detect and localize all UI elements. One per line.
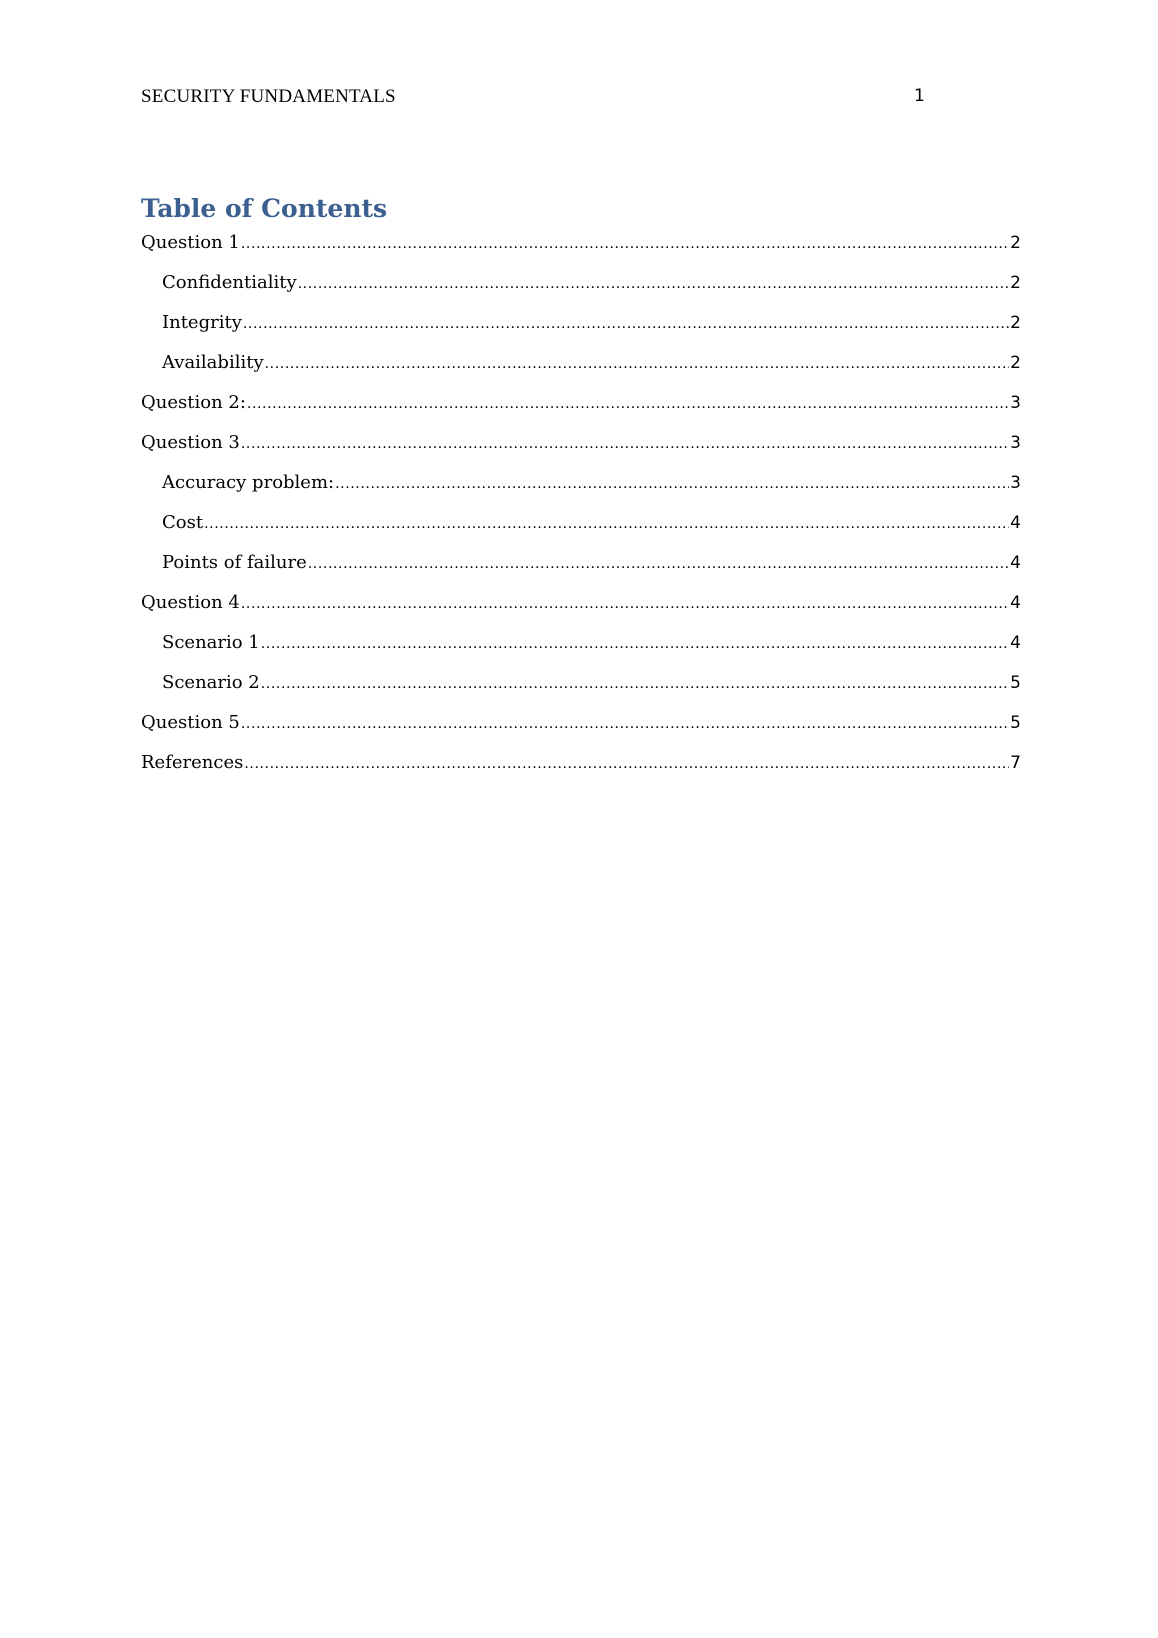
toc-entry-page: 2 bbox=[1010, 353, 1021, 373]
toc-entry-label: Question 1 bbox=[141, 232, 240, 253]
toc-entry-label: Cost bbox=[162, 512, 204, 533]
toc-dot-leader bbox=[204, 516, 1009, 532]
toc-entry-page: 5 bbox=[1010, 713, 1021, 733]
toc-entry-label: Scenario 1 bbox=[162, 632, 260, 653]
toc-dot-leader bbox=[241, 716, 1009, 732]
toc-entry-page: 5 bbox=[1010, 673, 1021, 693]
toc-entry-label: Points of failure bbox=[162, 552, 307, 573]
toc-entry-page: 4 bbox=[1010, 553, 1021, 573]
toc-entry-cost[interactable] bbox=[141, 512, 1021, 552]
toc-entry-label: Question 4 bbox=[141, 592, 240, 613]
toc-entry-label: Confidentiality bbox=[162, 272, 297, 293]
toc-entry-label: Scenario 2 bbox=[162, 672, 260, 693]
toc-entry-question-4[interactable] bbox=[141, 592, 1021, 632]
toc-dot-leader bbox=[298, 276, 1010, 292]
toc-dot-leader bbox=[308, 556, 1009, 572]
toc-entry-page: 3 bbox=[1010, 433, 1021, 453]
toc-entry-label: Availability bbox=[162, 352, 264, 373]
toc-entry-label: Accuracy problem: bbox=[162, 472, 335, 493]
toc-dot-leader bbox=[335, 476, 1009, 492]
toc-entry-question-2[interactable] bbox=[141, 392, 1021, 432]
header-page-number: 1 bbox=[914, 86, 925, 106]
toc-entry-availability[interactable] bbox=[141, 352, 1021, 392]
toc-dot-leader bbox=[261, 636, 1009, 652]
toc-entry-page: 2 bbox=[1010, 313, 1021, 333]
toc-dot-leader bbox=[243, 316, 1009, 332]
table-of-contents bbox=[141, 232, 1021, 792]
toc-entry-question-1[interactable] bbox=[141, 232, 1021, 272]
toc-entry-integrity[interactable] bbox=[141, 312, 1021, 352]
toc-entry-scenario-2[interactable] bbox=[141, 672, 1021, 712]
toc-entry-question-5[interactable] bbox=[141, 712, 1021, 752]
toc-entry-label: References bbox=[141, 752, 244, 773]
toc-dot-leader bbox=[241, 436, 1009, 452]
toc-entry-points-of-failure[interactable] bbox=[141, 552, 1021, 592]
toc-entry-page: 4 bbox=[1010, 633, 1021, 653]
toc-dot-leader bbox=[244, 756, 1009, 772]
toc-entry-confidentiality[interactable] bbox=[141, 272, 1021, 312]
toc-dot-leader bbox=[265, 356, 1010, 372]
toc-dot-leader bbox=[261, 676, 1009, 692]
toc-entry-label: Question 5 bbox=[141, 712, 240, 733]
toc-entry-question-3[interactable] bbox=[141, 432, 1021, 472]
toc-entry-label: Question 3 bbox=[141, 432, 240, 453]
toc-heading: Table of Contents bbox=[141, 194, 388, 223]
toc-dot-leader bbox=[241, 596, 1009, 612]
toc-entry-page: 7 bbox=[1010, 753, 1021, 773]
toc-entry-scenario-1[interactable] bbox=[141, 632, 1021, 672]
toc-dot-leader bbox=[247, 396, 1009, 412]
toc-entry-page: 4 bbox=[1010, 593, 1021, 613]
running-header-title: SECURITY FUNDAMENTALS bbox=[141, 86, 396, 107]
toc-entry-accuracy-problem[interactable] bbox=[141, 472, 1021, 512]
toc-entry-page: 2 bbox=[1010, 233, 1021, 253]
toc-entry-label: Integrity bbox=[162, 312, 242, 333]
toc-entry-references[interactable] bbox=[141, 752, 1021, 792]
toc-entry-page: 3 bbox=[1010, 393, 1021, 413]
toc-entry-page: 2 bbox=[1010, 273, 1021, 293]
toc-entry-page: 4 bbox=[1010, 513, 1021, 533]
toc-entry-page: 3 bbox=[1010, 473, 1021, 493]
toc-entry-label: Question 2: bbox=[141, 392, 246, 413]
toc-dot-leader bbox=[241, 236, 1009, 252]
